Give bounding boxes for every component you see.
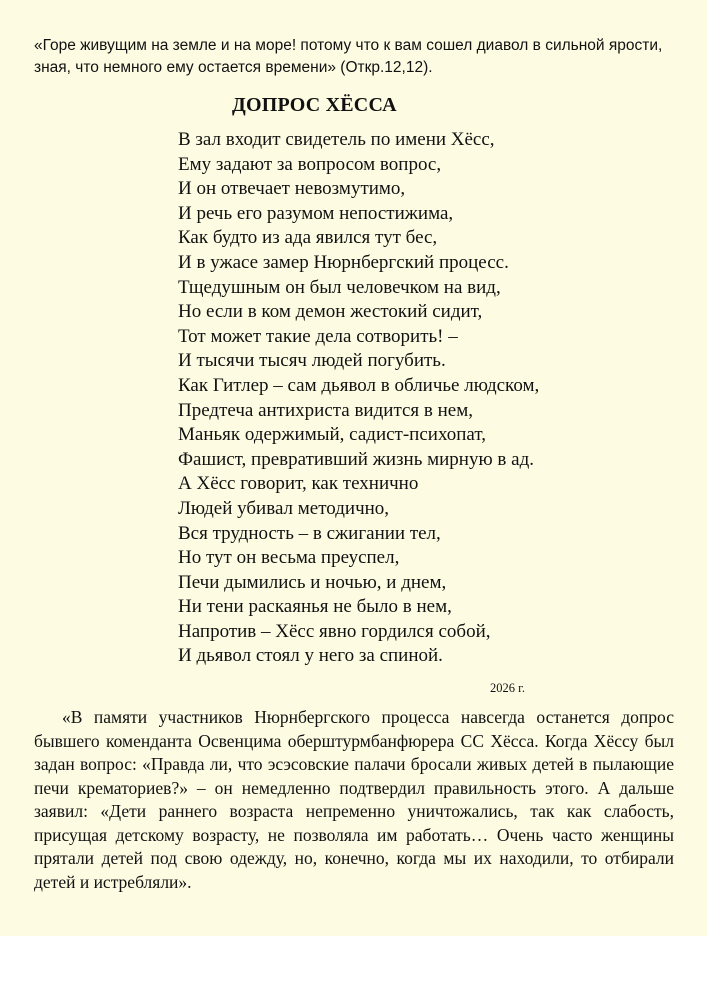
poem-line: Вся трудность – в сжигании тел, [178, 522, 441, 544]
poem-line: И тысячи тысяч людей погубить. [178, 350, 446, 372]
poem-line: Маньяк одержимый, садист-психопат, [178, 424, 486, 446]
poem-line: Но тут он весьма преуспел, [178, 547, 400, 569]
poem-line: Печи дымились и ночью, и днем, [178, 571, 447, 593]
poem-line: А Хёсс говорит, как технично [178, 473, 419, 495]
poem-line: Предтеча антихриста видится в нем, [178, 399, 473, 421]
poem-line: Людей убивал методично, [178, 497, 390, 519]
poem-title: ДОПРОС ХЁССА [232, 94, 397, 116]
poem-line: Тщедушным он был человечком на вид, [178, 276, 501, 298]
poem-line: И в ужасе замер Нюрнбергский процесс. [178, 251, 509, 273]
poem-line: Фашист, превративший жизнь мирную в ад. [178, 448, 534, 470]
poem-line: Но если в ком демон жестокий сидит, [178, 301, 483, 323]
poem-line: Тот может такие дела сотворить! – [178, 325, 458, 347]
poem-line: Ему задают за вопросом вопрос, [178, 153, 442, 175]
poem-date: 2026 г. [490, 681, 525, 695]
poem-line: Напротив – Хёсс явно гордился собой, [178, 620, 491, 642]
poem-line: В зал входит свидетель по имени Хёсс, [178, 129, 495, 150]
poem-line: И речь его разумом непостижима, [178, 202, 454, 224]
poem-line: И он отвечает невозмутимо, [178, 178, 406, 200]
poem-line: Как Гитлер – сам дьявол в обличье людском, [178, 374, 540, 396]
historical-quote: «В памяти участников Нюрнбергского процесса навсегда останется допрос бывшего коменданта Освенцима оберштурмбанфюрера СС Хёсса. Когда Хёссу был задан вопрос: «Правда ли, что эсэсовские палачи бросали живых детей в пылающие печи крематориев?» – он немедленно подтвердил правильность этого. А дальше заявил: «Дети раннего возраста непременно уничтожались, так как слабость, присущая детскому возрасту, не позволяла им работать… Очень часто женщины прятали детей под свою одежду, но, конечно, когда мы их находили, то отбирали детей и истребляли». [34, 707, 674, 892]
poem [178, 128, 539, 669]
epigraph: «Горе живущим на земле и на море! потому что к вам сошел диавол в сильной ярости, зная, что немного ему остается времени» (Откр.12,12). [34, 37, 663, 76]
poem-line: Как будто из ада явился тут бес, [178, 227, 438, 249]
poem-line: И дьявол стоял у него за спиной. [178, 645, 443, 667]
poem-line: Ни тени раскаянья не было в нем, [178, 596, 452, 618]
